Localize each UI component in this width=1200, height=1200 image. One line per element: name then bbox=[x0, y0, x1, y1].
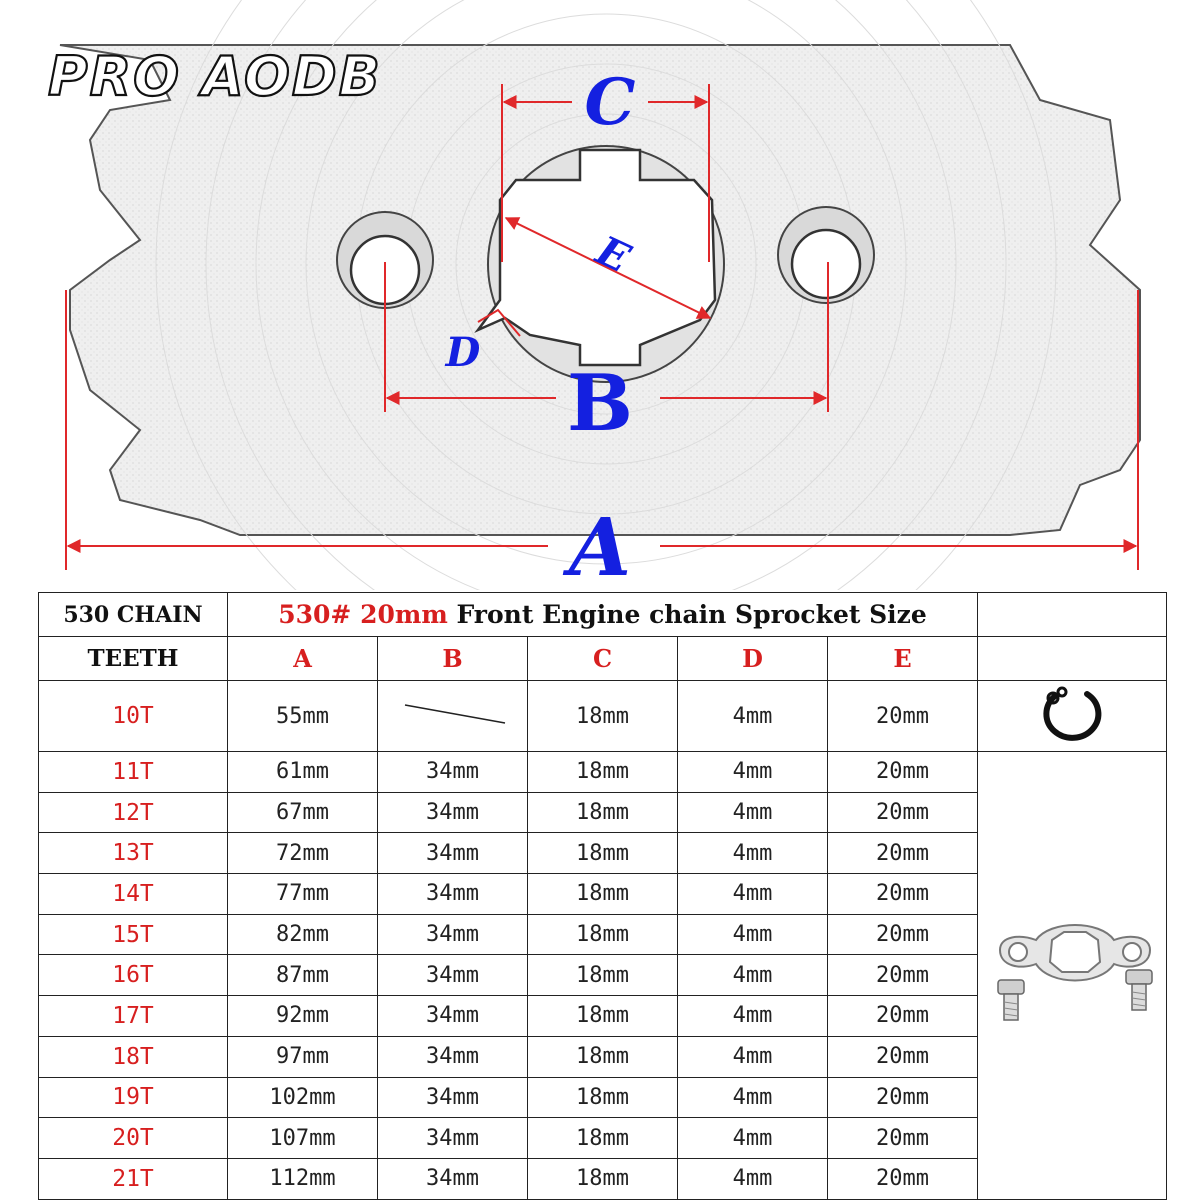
teeth-cell: 18T bbox=[39, 1036, 228, 1077]
value-e-cell: 20mm bbox=[828, 955, 978, 996]
blank-header-cell bbox=[978, 593, 1167, 637]
value-e-cell: 20mm bbox=[828, 996, 978, 1037]
table-title-text: Front Engine chain Sprocket Size bbox=[456, 600, 927, 629]
value-c-cell: 18mm bbox=[528, 681, 678, 752]
circlip-icon bbox=[1027, 684, 1117, 744]
value-d-cell: 4mm bbox=[678, 1036, 828, 1077]
teeth-cell: 16T bbox=[39, 955, 228, 996]
value-c-cell: 18mm bbox=[528, 1036, 678, 1077]
right-bolt-hole bbox=[778, 207, 874, 303]
value-a-cell: 72mm bbox=[228, 833, 378, 874]
value-a-cell: 107mm bbox=[228, 1118, 378, 1159]
value-a-cell: 67mm bbox=[228, 792, 378, 833]
value-c-cell: 18mm bbox=[528, 996, 678, 1037]
sprocket-diagram bbox=[0, 0, 1200, 590]
value-d-cell: 4mm bbox=[678, 996, 828, 1037]
teeth-cell: 14T bbox=[39, 874, 228, 915]
column-header-row bbox=[39, 637, 1167, 681]
teeth-cell: 11T bbox=[39, 752, 228, 793]
dimension-d-label: D bbox=[445, 329, 481, 376]
value-a-cell: 97mm bbox=[228, 1036, 378, 1077]
value-c-cell: 18mm bbox=[528, 833, 678, 874]
teeth-cell: 10T bbox=[39, 681, 228, 752]
teeth-cell: 21T bbox=[39, 1158, 228, 1199]
value-a-cell: 102mm bbox=[228, 1077, 378, 1118]
dimension-c-label: C bbox=[584, 65, 636, 140]
table-title-size: 530# 20mm bbox=[278, 600, 448, 629]
value-b-cell: 34mm bbox=[378, 752, 528, 793]
sprocket-size-table bbox=[38, 592, 1167, 1200]
table-row bbox=[39, 752, 1167, 793]
col-header-a: A bbox=[228, 637, 378, 681]
value-b-cell bbox=[378, 681, 528, 752]
value-c-cell: 18mm bbox=[528, 752, 678, 793]
value-e-cell: 20mm bbox=[828, 1036, 978, 1077]
value-b-cell: 34mm bbox=[378, 792, 528, 833]
teeth-cell: 19T bbox=[39, 1077, 228, 1118]
value-d-cell: 4mm bbox=[678, 874, 828, 915]
value-e-cell: 20mm bbox=[828, 833, 978, 874]
value-a-cell: 61mm bbox=[228, 752, 378, 793]
value-e-cell: 20mm bbox=[828, 874, 978, 915]
value-c-cell: 18mm bbox=[528, 914, 678, 955]
teeth-cell: 20T bbox=[39, 1118, 228, 1159]
blank-header-cell bbox=[978, 637, 1167, 681]
dash-line-icon bbox=[393, 693, 513, 733]
teeth-cell: 15T bbox=[39, 914, 228, 955]
col-header-b: B bbox=[378, 637, 528, 681]
value-e-cell: 20mm bbox=[828, 1077, 978, 1118]
lock-plate-cell bbox=[978, 752, 1167, 1200]
value-d-cell: 4mm bbox=[678, 681, 828, 752]
teeth-cell: 13T bbox=[39, 833, 228, 874]
teeth-cell: 12T bbox=[39, 792, 228, 833]
table-title bbox=[228, 593, 978, 637]
value-d-cell: 4mm bbox=[678, 1158, 828, 1199]
teeth-header: TEETH bbox=[39, 637, 228, 681]
value-d-cell: 4mm bbox=[678, 1077, 828, 1118]
table-title-row bbox=[39, 593, 1167, 637]
dimension-a-label: A bbox=[568, 500, 632, 590]
value-c-cell: 18mm bbox=[528, 1118, 678, 1159]
value-e-cell: 20mm bbox=[828, 1118, 978, 1159]
value-a-cell: 77mm bbox=[228, 874, 378, 915]
value-b-cell: 34mm bbox=[378, 955, 528, 996]
table-row bbox=[39, 681, 1167, 752]
col-header-d: D bbox=[678, 637, 828, 681]
value-d-cell: 4mm bbox=[678, 955, 828, 996]
value-d-cell: 4mm bbox=[678, 833, 828, 874]
value-e-cell: 20mm bbox=[828, 681, 978, 752]
value-c-cell: 18mm bbox=[528, 874, 678, 915]
value-e-cell: 20mm bbox=[828, 1158, 978, 1199]
value-e-cell: 20mm bbox=[828, 792, 978, 833]
value-a-cell: 55mm bbox=[228, 681, 378, 752]
value-e-cell: 20mm bbox=[828, 914, 978, 955]
teeth-cell: 17T bbox=[39, 996, 228, 1037]
col-header-e: E bbox=[828, 637, 978, 681]
value-a-cell: 87mm bbox=[228, 955, 378, 996]
lock-plate-with-bolts-icon bbox=[980, 898, 1165, 1048]
value-b-cell: 34mm bbox=[378, 1158, 528, 1199]
value-d-cell: 4mm bbox=[678, 1118, 828, 1159]
value-b-cell: 34mm bbox=[378, 874, 528, 915]
value-c-cell: 18mm bbox=[528, 792, 678, 833]
value-b-cell: 34mm bbox=[378, 1036, 528, 1077]
value-b-cell: 34mm bbox=[378, 914, 528, 955]
value-c-cell: 18mm bbox=[528, 1158, 678, 1199]
chain-header: 530 CHAIN bbox=[39, 593, 228, 637]
dimension-e-label: E bbox=[589, 226, 637, 283]
brand-logo: PRO AODB bbox=[48, 45, 382, 108]
circlip-cell bbox=[978, 681, 1167, 752]
value-d-cell: 4mm bbox=[678, 914, 828, 955]
value-b-cell: 34mm bbox=[378, 833, 528, 874]
value-b-cell: 34mm bbox=[378, 1118, 528, 1159]
value-d-cell: 4mm bbox=[678, 792, 828, 833]
value-a-cell: 82mm bbox=[228, 914, 378, 955]
value-a-cell: 112mm bbox=[228, 1158, 378, 1199]
value-e-cell: 20mm bbox=[828, 752, 978, 793]
value-a-cell: 92mm bbox=[228, 996, 378, 1037]
value-d-cell: 4mm bbox=[678, 752, 828, 793]
col-header-c: C bbox=[528, 637, 678, 681]
value-c-cell: 18mm bbox=[528, 1077, 678, 1118]
value-b-cell: 34mm bbox=[378, 996, 528, 1037]
dimension-b-label: B bbox=[567, 358, 633, 449]
value-c-cell: 18mm bbox=[528, 955, 678, 996]
value-b-cell: 34mm bbox=[378, 1077, 528, 1118]
